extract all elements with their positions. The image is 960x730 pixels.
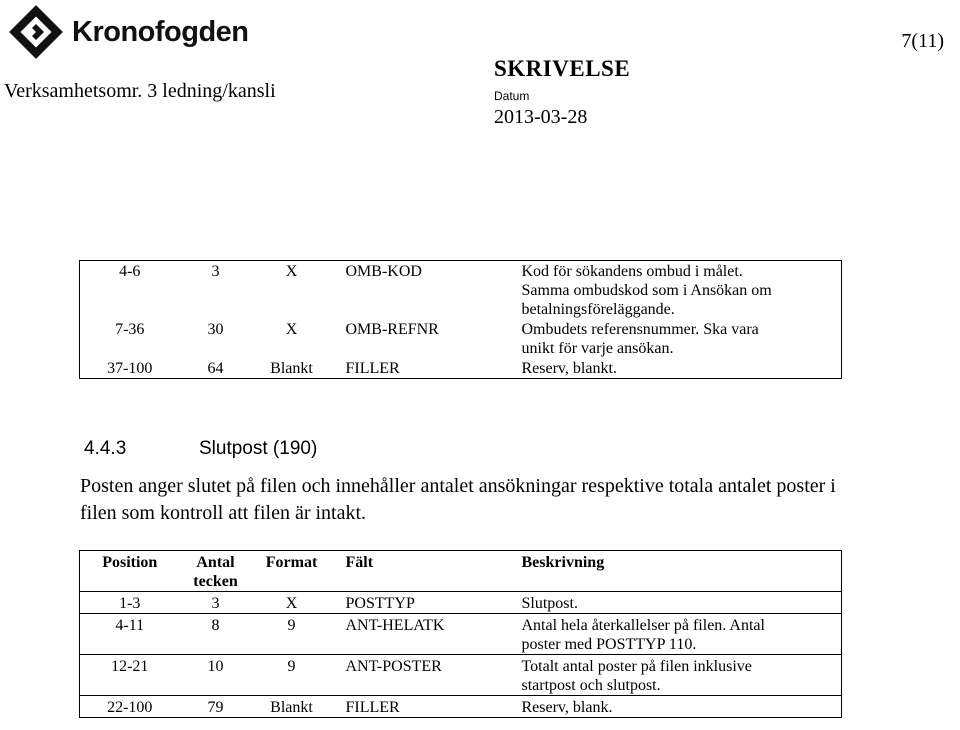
description-cell (522, 614, 842, 655)
field-cell: ANT-HELATK (332, 614, 522, 655)
date-value: 2013-03-28 (494, 106, 588, 128)
department-label: Verksamhetsomr. 3 ledning/kansli (4, 80, 276, 102)
position-cell: 37-100 (107, 360, 153, 377)
slutpost-fields-table (79, 550, 842, 718)
description-line: Reserv, blankt. (521, 360, 617, 377)
table-row (80, 261, 842, 320)
description-line: startpost och slutpost. (521, 677, 661, 694)
date-label: Datum (494, 89, 530, 103)
description-line: Ombudets referensnummer. Ska vara (521, 321, 759, 338)
description-cell (522, 319, 842, 358)
table-header-row (80, 551, 842, 592)
field-cell: POSTTYP (332, 592, 522, 614)
position-cell: 4-11 (80, 614, 180, 655)
format-cell: X (285, 263, 298, 280)
position-cell: 1-3 (80, 592, 180, 614)
section-paragraph: Posten anger slutet på filen och innehåller antalet ansökningar respektive totala antalet poster i filen som kontroll att filen är intakt. (80, 475, 836, 524)
length-cell: 10 (180, 655, 252, 696)
position-cell: 4-6 (119, 263, 141, 280)
description-line: poster med POSTTYP 110. (521, 636, 697, 653)
format-cell: 9 (252, 614, 332, 655)
position-cell: 22-100 (80, 696, 180, 718)
description-line: Kod för sökandens ombud i målet. (521, 263, 743, 280)
column-header-format: Format (265, 554, 318, 571)
field-cell: FILLER (332, 696, 522, 718)
description-line: Samma ombudskod som i Ansökan om (521, 282, 772, 299)
table-row (80, 655, 842, 696)
table-row (80, 696, 842, 718)
column-header-falt: Fält (345, 554, 374, 571)
field-cell: FILLER (345, 360, 400, 377)
table-row (80, 358, 842, 379)
column-header-position: Position (102, 554, 158, 571)
description-cell (522, 358, 842, 379)
table-row (80, 592, 842, 614)
section-title: Slutpost (190) (199, 438, 318, 459)
description-cell (522, 696, 842, 718)
description-line: unikt för varje ansökan. (521, 340, 674, 357)
page-number: 7(11) (901, 30, 944, 52)
format-cell: X (252, 592, 332, 614)
field-cell: OMB-KOD (345, 263, 422, 280)
section-number: 4.4.3 (84, 438, 127, 459)
description-cell (522, 655, 842, 696)
length-cell: 64 (207, 360, 224, 377)
position-cell: 7-36 (115, 321, 145, 338)
format-cell: Blankt (252, 696, 332, 718)
description-line: Totalt antal poster på filen inklusive (521, 658, 752, 675)
record-fields-table (79, 260, 842, 379)
field-cell: ANT-POSTER (332, 655, 522, 696)
description-line: Slutpost. (521, 595, 578, 612)
format-cell: X (285, 321, 298, 338)
length-cell: 30 (207, 321, 224, 338)
position-cell: 12-21 (80, 655, 180, 696)
length-cell: 79 (180, 696, 252, 718)
description-line: Antal hela återkallelser på filen. Antal (521, 617, 765, 634)
header-line: Antal (196, 554, 235, 571)
document-type: SKRIVELSE (494, 56, 631, 81)
kronofogden-diamond-icon (8, 4, 64, 60)
header-line: tecken (193, 573, 238, 590)
format-cell: 9 (252, 655, 332, 696)
description-cell (522, 592, 842, 614)
format-cell: Blankt (270, 360, 313, 377)
logo-wordmark: Kronofogden (72, 16, 249, 48)
table-row (80, 614, 842, 655)
table-row (80, 319, 842, 358)
length-cell: 8 (180, 614, 252, 655)
description-line: betalningsföreläggande. (521, 301, 675, 318)
length-cell: 3 (211, 263, 220, 280)
column-header-beskrivning: Beskrivning (521, 554, 605, 571)
description-line: Reserv, blank. (521, 699, 613, 716)
length-cell: 3 (180, 592, 252, 614)
column-header-antal (180, 551, 252, 592)
field-cell: OMB-REFNR (345, 321, 439, 338)
kronofogden-logo (8, 4, 248, 64)
description-cell (522, 261, 842, 320)
